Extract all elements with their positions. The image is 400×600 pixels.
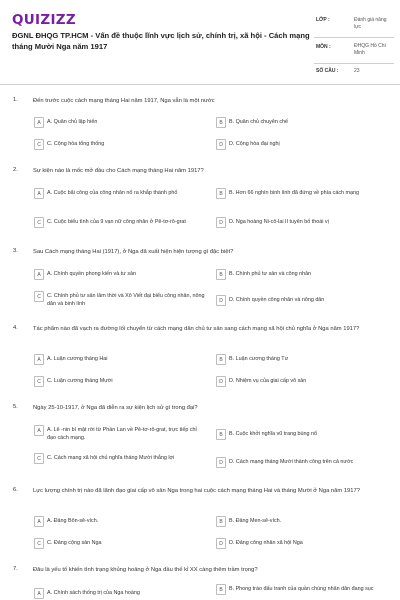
meta-subject-label: MÔN : (316, 44, 331, 50)
option-a[interactable] (34, 425, 214, 442)
meta-class-label: LỚP : (316, 17, 330, 23)
option-text: D. Cách mạng tháng Mười thành công trên cả nước (229, 459, 354, 465)
question-text: Ngày 25-10-1917, ở Nga đã diễn ra sự kiện lịch sử gì trong đại? (33, 405, 198, 411)
question-number: 1. (13, 97, 18, 103)
option-text: D. Cộng hòa đại nghị (229, 141, 280, 147)
option-c[interactable] (34, 453, 214, 464)
meta-count-label: SỐ CÂU : (316, 68, 339, 74)
option-text: D. Đảng công nhân xã hội Nga (229, 540, 303, 546)
option-letter-badge: C (34, 217, 44, 228)
option-text: A. Lê -nin bí mật rời từ Phần Lan về Pê-tơ-rô-grat, trực tiếp chỉ đạo cách mạng. (47, 427, 197, 441)
question-text: Lực lượng chính trị nào đã lãnh đạo giai cấp vô sản Nga trong hai cuộc cách mạng tháng Hai và tháng Mười ở Nga năm 1917? (33, 488, 360, 494)
option-text: B. Phong trào đấu tranh của quần chúng nhân dân đang sục (229, 586, 374, 592)
option-letter-badge: B (216, 429, 226, 440)
option-text: B. Hơn 66 nghìn binh lính đã đứng về phía cách mạng (229, 190, 360, 196)
option-letter-badge: D (216, 217, 226, 228)
option-text: C. Đảng cộng sản Nga (47, 540, 102, 546)
option-c[interactable] (34, 538, 214, 549)
option-letter-badge: D (216, 139, 226, 150)
option-text: B. Chính phủ tư sản và công nhân (229, 271, 312, 277)
question-text: Sau Cách mạng tháng Hai (1917), ở Nga đã xuất hiện hiện tượng gì đặc biệt? (33, 249, 234, 255)
option-text: B. Đảng Men-sê-vích. (229, 518, 282, 524)
option-a[interactable] (34, 117, 214, 128)
worksheet-header (0, 0, 400, 86)
option-text: C. Cách mạng xã hội chủ nghĩa tháng Mười thắng lợi (47, 455, 175, 461)
worksheet-title: ĐGNL ĐHQG TP.HCM - Vấn đề thuộc lĩnh vực lịch sử, chính trị, xã hội - Cách mạng tháng Mười Nga năm 1917 (12, 31, 310, 51)
option-d[interactable] (216, 295, 392, 306)
option-a[interactable] (34, 516, 214, 527)
meta-count-row (314, 64, 394, 78)
option-letter-badge: D (216, 295, 226, 306)
option-letter-badge: D (216, 376, 226, 387)
header-divider (0, 84, 400, 85)
option-text: C. Chính phủ tư sản lâm thời và Xô Viết đại biểu công nhân, nông dân và binh lính (47, 293, 205, 307)
option-letter-badge: C (34, 291, 44, 302)
option-letter-badge: A (34, 588, 44, 599)
option-letter-badge: A (34, 117, 44, 128)
option-text: C. Cuộc biểu tình của 9 vạn nữ công nhân ở Pê-tơ-rô-grat (47, 219, 186, 225)
option-text: C. Cộng hòa tổng thống (47, 141, 105, 147)
option-letter-badge: C (34, 453, 44, 464)
option-text: D. Chính quyền công nhân và nông dân (229, 297, 325, 303)
option-text: A. Cuộc bãi công của công nhân nổ ra khắp thành phố (47, 190, 178, 196)
question-number: 3. (13, 248, 18, 254)
meta-class-row (314, 14, 394, 38)
option-letter-badge: B (216, 354, 226, 365)
meta-subject-value: ĐHQG Hồ Chí Minh (354, 43, 386, 56)
option-c[interactable] (34, 376, 214, 387)
option-letter-badge: B (216, 117, 226, 128)
option-d[interactable] (216, 538, 392, 549)
option-b[interactable] (216, 584, 392, 595)
question-number: 2. (13, 167, 18, 173)
option-a[interactable] (34, 354, 214, 365)
option-letter-badge: C (34, 376, 44, 387)
option-d[interactable] (216, 139, 392, 150)
option-d[interactable] (216, 217, 392, 228)
option-text: B. Quân chủ chuyên chế (229, 119, 289, 125)
option-b[interactable] (216, 429, 392, 440)
option-text: A. Luận cương tháng Hai (47, 356, 108, 362)
option-text: A. Chính quyền phong kiến và tư sản (47, 271, 137, 277)
option-c[interactable] (34, 217, 214, 228)
option-letter-badge: C (34, 139, 44, 150)
option-d[interactable] (216, 376, 392, 387)
option-letter-badge: B (216, 188, 226, 199)
question-number: 5. (13, 404, 18, 410)
meta-count-value: 23 (354, 68, 360, 74)
option-text: A. Chính sách thống trị của Nga hoàng (47, 590, 140, 596)
quizizz-logo: QUIZIZZ (12, 12, 76, 28)
option-b[interactable] (216, 516, 392, 527)
option-b[interactable] (216, 354, 392, 365)
option-text: C. Luận cương tháng Mười (47, 378, 113, 384)
meta-subject-row (314, 38, 394, 64)
option-letter-badge: B (216, 269, 226, 280)
option-a[interactable] (34, 188, 214, 199)
option-letter-badge: A (34, 516, 44, 527)
option-letter-badge: A (34, 425, 44, 436)
option-a[interactable] (34, 269, 214, 280)
option-b[interactable] (216, 117, 392, 128)
option-text: B. Luận cương tháng Tư (229, 356, 289, 362)
option-text: A. Quân chủ lập hiến (47, 119, 98, 125)
option-b[interactable] (216, 269, 392, 280)
option-c[interactable] (34, 139, 214, 150)
question-text: Sự kiện nào là mốc mở đầu cho Cách mạng tháng Hai năm 1917? (33, 168, 204, 174)
worksheet-meta (314, 14, 394, 78)
option-text: A. Đảng Bôn-sê-vích. (47, 518, 99, 524)
option-letter-badge: D (216, 457, 226, 468)
option-text: B. Cuộc khởi nghĩa vũ trang bùng nổ (229, 431, 318, 437)
question-text: Tác phẩm nào đã vạch ra đường lối chuyển từ cách mạng dân chủ tư sản sang cách mạng xã hội chủ nghĩa ở Nga năm 1917? (33, 326, 360, 332)
meta-class-value: Đánh giá năng lực (354, 17, 387, 30)
option-letter-badge: B (216, 516, 226, 527)
option-a[interactable] (34, 588, 214, 599)
option-letter-badge: A (34, 269, 44, 280)
question-number: 6. (13, 487, 18, 493)
question-text: Đâu là yếu tố khiến tình trạng khủng hoảng ở Nga đầu thế kỉ XX càng thêm trầm trọng? (33, 567, 258, 573)
option-letter-badge: D (216, 538, 226, 549)
option-letter-badge: A (34, 354, 44, 365)
question-number: 7. (13, 566, 18, 572)
option-letter-badge: C (34, 538, 44, 549)
option-d[interactable] (216, 457, 392, 468)
option-letter-badge: A (34, 188, 44, 199)
option-b[interactable] (216, 188, 392, 199)
option-text: D. Nhiệm vụ của giai cấp vô sản (229, 378, 307, 384)
question-number: 4. (13, 325, 18, 331)
option-letter-badge: B (216, 584, 226, 595)
question-text: Đến trước cuộc cách mạng tháng Hai năm 1917, Nga vẫn là một nước (33, 98, 215, 104)
option-c[interactable] (34, 291, 214, 308)
option-text: D. Nga hoàng Ni-cô-lai II tuyên bố thoái vị (229, 219, 329, 225)
